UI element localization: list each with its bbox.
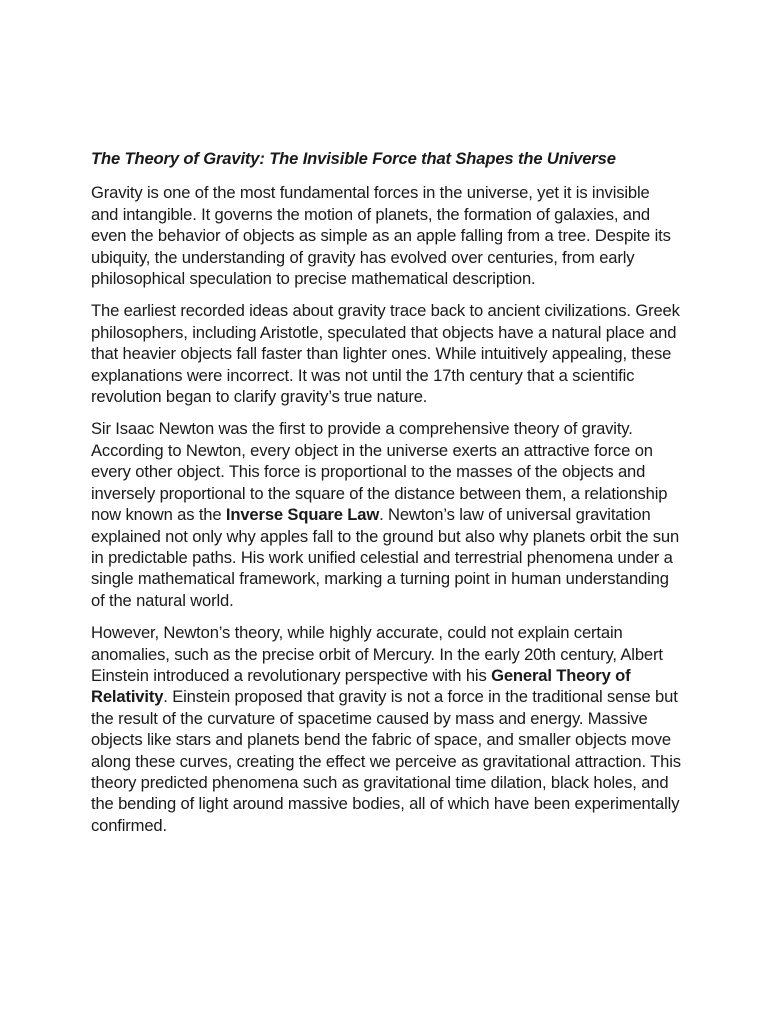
paragraph-einstein-text-b: . Einstein proposed that gravity is not a force in the traditional sense but the result of the curvature of spacetime caused by mass and energy. Massive objects like stars and planets bend the fabric of space, and smaller objects move along these curves, creating the effect we perceive as gravitational attraction. This theory predicted phenomena such as gravitational time dilation, black holes, and the bending of light around massive bodies, all of which have been experimentally confirmed.	[91, 687, 681, 835]
paragraph-ancient-ideas: The earliest recorded ideas about gravity trace back to ancient civilizations. Greek philosophers, including Aristotle, speculated that objects have a natural place and that heavier objects fall faster than lighter ones. While intuitively appealing, these explanations were incorrect. It was not until the 17th century that a scientific revolution began to clarify gravity’s true nature.	[91, 301, 680, 407]
document-page	[91, 148, 681, 847]
paragraph-newton-text-a: Sir Isaac Newton was the first to provide a comprehensive theory of gravity. According to Newton, every object in the universe exerts an attractive force on every other object. This force is proportional to the masses of the objects and inversely proportional to the square of the distance between them, a relationship now known as the	[91, 419, 668, 525]
paragraph-einstein-text-a: However, Newton’s theory, while highly accurate, could not explain certain anomalies, such as the precise orbit of Mercury. In the early 20th century, Albert Einstein introduced a revolutionary perspective with his	[91, 623, 663, 685]
inverse-square-law-term: Inverse Square Law	[225, 505, 380, 525]
document-title: The Theory of Gravity: The Invisible Force that Shapes the Universe	[91, 149, 616, 168]
paragraph-newton-text-b: . Newton’s law of universal gravitation explained not only why apples fall to the ground but also why planets orbit the sun in predictable paths. His work unified celestial and terrestrial phenomena under a single mathematical framework, marking a turning point in human understanding of the natural world.	[91, 505, 680, 610]
general-relativity-term: General Theory of Relativity	[91, 665, 631, 707]
paragraph-intro: Gravity is one of the most fundamental forces in the universe, yet it is invisible and intangible. It governs the motion of planets, the formation of galaxies, and even the behavior of objects as simple as an apple falling from a tree. Despite its ubiquity, the understanding of gravity has evolved over centuries, from early philosophical speculation to precise mathematical description.	[91, 183, 671, 289]
paragraph-einstein	[91, 622, 681, 836]
paragraph-newton	[91, 418, 681, 611]
